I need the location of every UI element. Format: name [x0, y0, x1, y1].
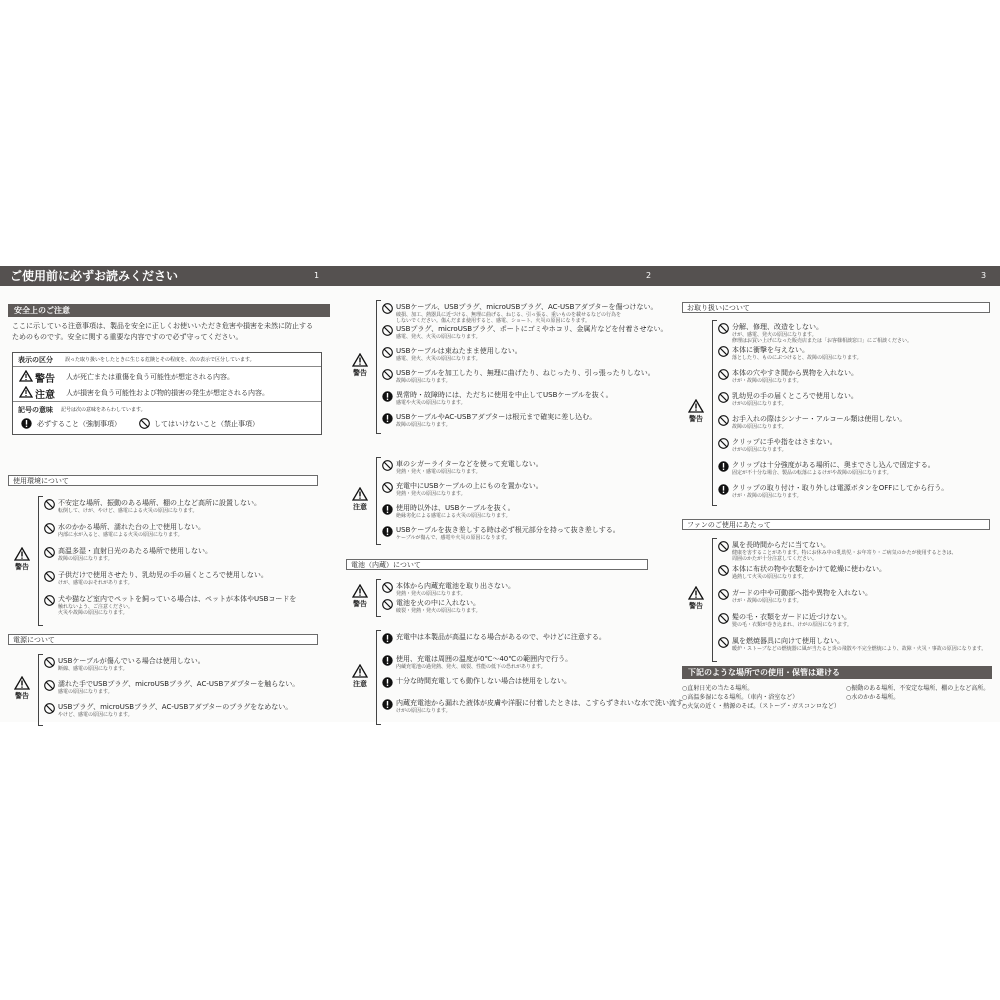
legend-category-desc: 誤った取り扱いをしたときに生じる危険とその程度を、次の表示で区分しています。	[65, 357, 255, 363]
prohibited-icon	[718, 415, 729, 426]
item-detail: 絶縁劣化による感電による火災の原因になります。	[396, 513, 511, 519]
legend-caution-label: 注意	[35, 390, 55, 401]
item-icon-wrap	[382, 526, 393, 537]
prohibited-icon	[382, 599, 393, 610]
item-title: 本体の穴やすき間から異物を入れない。	[732, 369, 858, 377]
prohibited-icon	[718, 565, 729, 576]
item-title: 犬や猫など室内でペットを飼っている場合は、ペットが本体やUSBコードを	[58, 595, 297, 603]
group-severity-label	[346, 584, 374, 609]
must-icon	[718, 484, 729, 495]
item-title: 風を燃焼器具に向けて使用しない。	[732, 637, 844, 645]
fan-warning-group	[682, 538, 992, 662]
item-icon-wrap	[718, 438, 729, 449]
item-title: 水のかかる場所、濡れた台の上で使用しない。	[58, 523, 205, 531]
item-detail: 周囲のかたが十分注意してください。	[732, 556, 818, 562]
item-detail: 破損、加工、熱器具に近づける、無理に曲げる、ねじる、引っ張る、重いものを載せるなどの行為を	[396, 312, 622, 318]
legend-symbol-label: 記号の意味	[18, 406, 53, 414]
group-severity-text: 警告	[15, 563, 29, 571]
item-detail: 断線、感電の原因になります。	[58, 666, 128, 672]
item-detail: 固定が不十分な場合、製品の転落によるけがや故障の原因になります。	[732, 470, 892, 476]
page-number-2: 2	[646, 271, 652, 280]
prohibited-icon	[718, 438, 729, 449]
must-icon	[382, 699, 393, 710]
group-bracket	[376, 630, 381, 725]
column-3	[682, 286, 992, 722]
storage-place-3: ○火気の近く・熱源のそば。（ストーブ・ガスコンロなど）	[682, 703, 840, 710]
prohibited-icon	[44, 703, 55, 714]
item-detail: 火災や故障の原因になります。	[58, 610, 128, 616]
item-detail: けがの原因になります。	[396, 708, 451, 714]
item-title: USBケーブルを抜き差しする時は必ず根元部分を持って抜き差しする。	[396, 526, 620, 534]
item-detail: ケーブルが傷んで、感電や火災の原因になります。	[396, 535, 511, 541]
battery-warning-group	[346, 579, 648, 617]
warning-triangle-icon	[352, 584, 368, 598]
item-detail: 内部に水が入ると、感電による火災の原因になります。	[58, 532, 183, 538]
cable-warning-group	[346, 300, 668, 434]
group-bracket	[376, 457, 381, 545]
must-icon	[718, 461, 729, 472]
item-icon-wrap	[382, 347, 393, 358]
item-title: USBプラグ、microUSBプラグ、ポートにゴミやホコリ、金属片などを付着させない。	[396, 325, 668, 333]
item-title: 乳幼児の手の届くところで使用しない。	[732, 392, 858, 400]
prohibited-icon	[44, 523, 55, 534]
item-icon-wrap	[382, 633, 393, 644]
item-icon-wrap	[382, 599, 393, 610]
item-detail: けが・故障の原因になります。	[732, 378, 802, 384]
item-detail: 暖炉・ストーブなどの燃焼器に風が当たると炎の飛散や不完全燃焼により、故障・火災・事故の原因になります。	[732, 646, 987, 652]
prohibited-icon	[718, 613, 729, 624]
group-severity-text: 注意	[353, 679, 367, 688]
item-icon-wrap	[44, 523, 55, 534]
item-detail: けが、感電、発火の原因になります。	[732, 332, 817, 338]
prohibited-icon	[44, 680, 55, 691]
prohibited-icon	[382, 325, 393, 336]
group-severity-label	[682, 399, 710, 424]
must-icon	[382, 504, 393, 515]
env-heading: 使用環境について	[8, 475, 318, 486]
caution-triangle-icon	[19, 386, 33, 398]
manual-sheet	[0, 266, 1000, 722]
item-detail: 転倒して、けが、やけど、感電による火災の原因になります。	[58, 508, 198, 514]
item-title: 本体に布状の物や衣類をかけて乾燥に使わない。	[732, 565, 886, 573]
item-detail: 感電や火災の原因になります。	[396, 400, 466, 406]
prohibited-icon	[718, 392, 729, 403]
legend-symbols-row	[13, 402, 321, 434]
item-detail: 故障の原因になります。	[396, 422, 451, 428]
item-title: 使用時以外は、USBケーブルを抜く。	[396, 504, 515, 512]
item-icon-wrap	[382, 582, 393, 593]
must-icon	[382, 391, 393, 402]
item-icon-wrap	[382, 413, 393, 424]
legend-levels-row	[13, 367, 321, 402]
prohibited-icon	[382, 482, 393, 493]
item-title: USBプラグ、microUSBプラグ、AC-USBアダプターのプラグをなめない。	[58, 703, 293, 711]
item-title: 異常時・故障時には、ただちに使用を中止してUSBケーブルを抜く。	[396, 391, 613, 399]
prohibited-icon	[718, 323, 729, 334]
item-title: USBケーブルは束ねたまま使用しない。	[396, 347, 522, 355]
group-severity-label	[8, 676, 36, 701]
group-severity-label	[8, 547, 36, 572]
item-detail: 感電、発火、火災の原因になります。	[396, 334, 481, 340]
prohibited-icon	[139, 418, 150, 429]
item-title: 充電中にUSBケーブルの上にものを置かない。	[396, 482, 543, 490]
handling-heading: お取り扱いについて	[682, 302, 990, 313]
prohibited-icon	[382, 369, 393, 380]
item-detail: 発熱・発火の原因になります。	[396, 591, 466, 597]
prohibited-icon	[718, 637, 729, 648]
item-icon-wrap	[44, 680, 55, 691]
item-title: 本体から内蔵充電池を取り出さない。	[396, 582, 515, 590]
prohibited-icon	[44, 657, 55, 668]
must-icon	[382, 526, 393, 537]
item-detail: 髪の毛・衣類が巻き込まれ、けがの原因になります。	[732, 622, 852, 628]
storage-place-2: ○高温多湿になる場所。（車内・浴室など）	[682, 694, 799, 701]
group-severity-label	[346, 487, 374, 512]
item-icon-wrap	[382, 482, 393, 493]
prohibited-icon	[382, 347, 393, 358]
item-icon-wrap	[718, 461, 729, 472]
item-title: 高温多湿・直射日光のあたる場所で使用しない。	[58, 547, 212, 555]
item-detail: 落としたり、ものにぶつけると、故障の原因になります。	[732, 355, 862, 361]
item-title: 充電中は本製品が高温になる場合があるので、やけどに注意する。	[396, 633, 606, 641]
storage-places	[682, 685, 992, 715]
item-title: 風を長時間からだに当てない。	[732, 541, 830, 549]
item-detail: 触れないよう、ご注意ください。	[58, 604, 134, 610]
must-icon	[21, 418, 32, 429]
fan-heading: ファンのご使用にあたって	[682, 519, 990, 530]
legend-must-text: 必ずすること（強制事項）	[37, 420, 121, 428]
warning-triangle-icon	[14, 676, 30, 690]
group-bracket	[376, 300, 381, 434]
header-bar	[0, 266, 1000, 286]
item-title: 本体に衝撃を与えない。	[732, 346, 809, 354]
item-detail: 内蔵充電池の過発熱、発火、破裂、性能の低下の恐れがあります。	[396, 664, 546, 670]
item-title: 子供だけで使用させたり、乳幼児の手の届くところで使用しない。	[58, 571, 268, 579]
item-title: 使用、充電は周囲の温度が0℃〜40℃の範囲内で行う。	[396, 655, 573, 663]
group-bracket	[712, 538, 717, 662]
charge-caution-group	[346, 457, 648, 545]
item-detail: 過熱して火災の原因になります。	[732, 574, 807, 580]
group-bracket	[38, 496, 43, 626]
column-2	[346, 286, 690, 722]
item-icon-wrap	[382, 655, 393, 666]
item-icon-wrap	[718, 415, 729, 426]
item-icon-wrap	[44, 499, 55, 510]
storage-heading: 下記のような場所での使用・保管は避ける	[682, 666, 992, 679]
item-title: USBケーブルが傷んでいる場合は使用しない。	[58, 657, 205, 665]
item-icon-wrap	[382, 303, 393, 314]
group-bracket	[38, 654, 43, 726]
legend-caution-desc: 人が損害を負う可能性および物的損害の発生が想定される内容。	[66, 389, 269, 397]
storage-place-4: ○振動のある場所、不安定な場所、棚の上など高所。	[846, 685, 990, 692]
item-detail: けがの原因になります。	[732, 447, 787, 453]
item-icon-wrap	[718, 541, 729, 552]
page-number-3: 3	[981, 271, 987, 280]
item-title: USBケーブルやAC-USBアダプターは根元まで確実に差し込む。	[396, 413, 597, 421]
item-detail: 故障の原因になります。	[58, 556, 113, 562]
warning-triangle-icon	[352, 487, 368, 501]
prohibited-icon	[44, 571, 55, 582]
prohibited-icon	[382, 582, 393, 593]
item-detail: やけど、感電の原因になります。	[58, 712, 133, 718]
warning-triangle-icon	[688, 399, 704, 413]
warning-triangle-icon	[352, 664, 368, 678]
prohibited-icon	[718, 346, 729, 357]
legend-mustnot-text: してはいけないこと（禁止事項）	[154, 420, 259, 428]
prohibited-icon	[44, 499, 55, 510]
battery-caution-group	[346, 630, 690, 725]
prohibited-icon	[44, 547, 55, 558]
group-severity-text: 警告	[353, 600, 367, 608]
item-title: 車のシガーライターなどを使って充電しない。	[396, 460, 543, 468]
group-severity-text: 警告	[689, 415, 703, 423]
must-icon	[382, 413, 393, 424]
item-icon-wrap	[382, 460, 393, 471]
group-severity-label	[682, 586, 710, 611]
prohibited-icon	[718, 369, 729, 380]
storage-place-5: ○水のかかる場所。	[846, 694, 900, 701]
legend-symbol-desc: 記号は次の意味をあらわしています。	[61, 407, 146, 413]
prohibited-icon	[382, 303, 393, 314]
item-detail: しないでください。傷んだまま使用すると、感電、ショート、火災の原因になります。	[396, 318, 591, 324]
item-icon-wrap	[382, 391, 393, 402]
must-icon	[382, 655, 393, 666]
prohibited-icon	[718, 589, 729, 600]
item-title: 不安定な場所、振動のある場所、棚の上など高所に設置しない。	[58, 499, 261, 507]
must-icon	[382, 633, 393, 644]
power-warning-group	[8, 654, 322, 726]
warning-triangle-icon	[352, 353, 368, 367]
legend-warning-label: 警告	[35, 374, 55, 385]
page-number-1: 1	[314, 271, 320, 280]
item-icon-wrap	[382, 504, 393, 515]
item-title: USBケーブルを加工したり、無理に曲げたり、ねじったり、引っ張ったりしない。	[396, 369, 655, 377]
item-detail: 発熱・発火・感電の原因になります。	[396, 469, 481, 475]
item-title: クリップの取り付け・取り外しは電源ボタンをOFFにしてから行う。	[732, 484, 949, 492]
item-title: 髪の毛・衣類をガードに近づけない。	[732, 613, 851, 621]
safety-intro-2: ためのものです。安全に関する重要な内容ですので必ず守ってください。	[12, 333, 243, 341]
item-detail: 健康を害することがあります。特にお休み中の乳幼児・お年寄り・ご病気のかたが使用するときは、	[732, 550, 957, 556]
item-title: 十分な時間充電しても動作しない場合は使用をしない。	[396, 677, 571, 685]
item-icon-wrap	[382, 677, 393, 688]
power-heading: 電源について	[8, 634, 318, 645]
item-icon-wrap	[718, 323, 729, 334]
item-title: ガードの中や可動部へ指や異物を入れない。	[732, 589, 872, 597]
item-title: 電池を火の中に入れない。	[396, 599, 480, 607]
item-detail: けが・故障の原因になります。	[732, 493, 802, 499]
group-severity-text: 警告	[689, 602, 703, 610]
group-severity-label	[346, 353, 374, 378]
group-severity-label	[346, 664, 374, 689]
item-icon-wrap	[718, 369, 729, 380]
item-icon-wrap	[382, 369, 393, 380]
env-warning-group	[8, 496, 322, 626]
safety-heading: 安全上のご注意	[8, 304, 330, 317]
item-icon-wrap	[718, 392, 729, 403]
item-title: クリップに手や指をはさまない。	[732, 438, 837, 446]
safety-intro-1: ここに示している注意事項は、製品を安全に正しくお使いいただき危害や損害を未然に防止する	[12, 322, 313, 330]
item-icon-wrap	[718, 613, 729, 624]
item-icon-wrap	[44, 571, 55, 582]
prohibited-icon	[718, 541, 729, 552]
item-detail: 破裂・発熱・発火の原因になります。	[396, 608, 481, 614]
item-title: クリップは十分強度がある場所に、奥までさし込んで固定する。	[732, 461, 935, 469]
legend-warning-desc: 人が死亡または重傷を負う可能性が想定される内容。	[66, 373, 234, 381]
warning-triangle-icon	[688, 586, 704, 600]
item-detail: けがの原因になります。	[732, 401, 787, 407]
handling-warning-group	[682, 320, 992, 506]
must-icon	[382, 677, 393, 688]
item-icon-wrap	[718, 565, 729, 576]
item-icon-wrap	[718, 484, 729, 495]
battery-heading: 電池（内蔵）について	[346, 559, 648, 570]
item-icon-wrap	[44, 547, 55, 558]
item-icon-wrap	[44, 703, 55, 714]
legend-table	[12, 352, 322, 435]
column-1	[8, 286, 322, 722]
item-detail: 発熱・発火の原因になります。	[396, 491, 466, 497]
item-title: 濡れた手でUSBプラグ、microUSBプラグ、AC-USBアダプターを触らない。	[58, 680, 300, 688]
item-detail: 修理はお買い上げになった販売店または「お客様相談窓口」にご相談ください。	[732, 338, 913, 344]
item-detail: 故障の原因になります。	[732, 424, 787, 430]
item-detail: けが、感電のおそれがあります。	[58, 580, 133, 586]
item-title: 内蔵充電池から漏れた液体が皮膚や洋服に付着したときは、こすらずきれいな水で洗い流す。	[396, 699, 690, 707]
item-title: USBケーブル、USBプラグ、microUSBプラグ、AC-USBアダプターを傷つけない。	[396, 303, 658, 311]
prohibited-icon	[382, 460, 393, 471]
item-icon-wrap	[718, 346, 729, 357]
item-title: お手入れの際はシンナー・アルコール類は使用しない。	[732, 415, 907, 423]
legend-category-row	[13, 353, 321, 367]
item-title: 分解、修理、改造をしない。	[732, 323, 823, 331]
item-icon-wrap	[382, 699, 393, 710]
item-icon-wrap	[44, 657, 55, 668]
item-detail: けが・故障の原因になります。	[732, 598, 802, 604]
group-severity-text: 注意	[353, 503, 367, 511]
warning-triangle-icon	[19, 370, 33, 382]
item-icon-wrap	[718, 637, 729, 648]
warning-triangle-icon	[14, 547, 30, 561]
group-severity-text: 警告	[353, 369, 367, 377]
page-title: ご使用前に必ずお読みください	[10, 269, 179, 283]
item-icon-wrap	[382, 325, 393, 336]
item-detail: 感電、発火、火災の原因になります。	[396, 356, 481, 362]
item-detail: 故障の原因になります。	[396, 378, 451, 384]
group-bracket	[712, 320, 717, 506]
item-icon-wrap	[44, 595, 55, 606]
group-severity-text: 警告	[15, 692, 29, 700]
legend-category-label: 表示の区分	[18, 356, 53, 364]
group-bracket	[376, 579, 381, 617]
prohibited-icon	[44, 595, 55, 606]
storage-place-1: ○直射日光の当たる場所。	[682, 685, 754, 692]
item-icon-wrap	[718, 589, 729, 600]
item-detail: 感電の原因になります。	[58, 689, 113, 695]
